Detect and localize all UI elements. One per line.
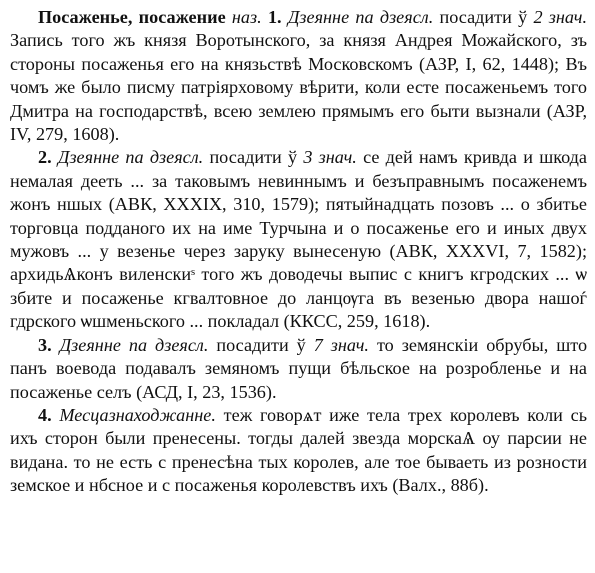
sense-verb: посадити ў — [209, 147, 298, 168]
sense-1 — [10, 6, 587, 146]
sense-number: 3. — [38, 334, 52, 355]
sense-verb: посадити ў — [216, 334, 306, 355]
sense-label: Дзеянне па дзеясл. — [59, 334, 209, 355]
sense-ref: 3 знач. — [303, 147, 357, 168]
sense-label: Дзеянне па дзеясл. — [57, 147, 204, 168]
headword: Посаженье, посажение — [38, 7, 226, 27]
sense-ref: 7 знач. — [313, 334, 369, 355]
sense-2 — [10, 146, 587, 333]
sense-verb: посадити ў — [439, 7, 528, 27]
sense-label: Месцазнаходжанне. — [59, 404, 216, 425]
part-of-speech: наз. — [231, 7, 262, 27]
sense-4 — [10, 404, 587, 498]
sense-text: Запись того жъ князя Воротынского, за князя Андрея Можайского, зъ стороны посаженья его на князьствѣ Московскомъ (АЗР, I, 62, 1448); Въ чомъ же было писму патріярховому вѣрити, коли есте посаженьемъ того Дмитра на господарствѣ, всею землею прямымъ его быти вызнали (АЗР, IV, 279, 1608). — [10, 30, 587, 145]
sense-text: то земянскіи обрубы, што панъ воевода подавалъ земяномъ пущи бѣльское на розробленье и на посаженье селъ (АСД, I, 23, 1536). — [10, 334, 588, 402]
sense-ref: 2 знач. — [533, 7, 588, 27]
sense-text: се дей намъ кривда и шкода немалая дееть ... за таковымъ невиннымъ и безъправнымъ посаженемъ жонъ ншых (АВК, XXXIX, 310, 1579); пятыйнадцать позовъ ... о збитье торговца подданого их на име Турчына и о посаженье его и иных двух мужовъ ... у везенье через заруку вынесеную (АВК, XXXVI, 7, 1582); архидьѦконъ виленскиˢ того жъ доводечы выпис с книгъ кгродских ... ѡ збите и посаженье кгвалтовное до ланцѹга въ везенью двора нашоѓ гдрского ѡшменьского ... покладал (ККСС, 259, 1618). — [10, 147, 588, 332]
sense-number: 1. — [267, 7, 282, 27]
sense-label: Дзеянне па дзеясл. — [287, 7, 434, 27]
sense-number: 4. — [38, 404, 52, 425]
sense-3 — [10, 334, 587, 404]
sense-text: теж говорѧт иже тела трех королевъ коли сь ихъ сторон были пренесены. тогды далей звезда морскаѦ оу парсии не видана. то не есть с пренесѣна тых королев, але тое бываеть из розности земское и нбсное и с посаженья королевствъ ихъ (Валх., 88б). — [10, 404, 587, 496]
sense-number: 2. — [38, 147, 52, 168]
